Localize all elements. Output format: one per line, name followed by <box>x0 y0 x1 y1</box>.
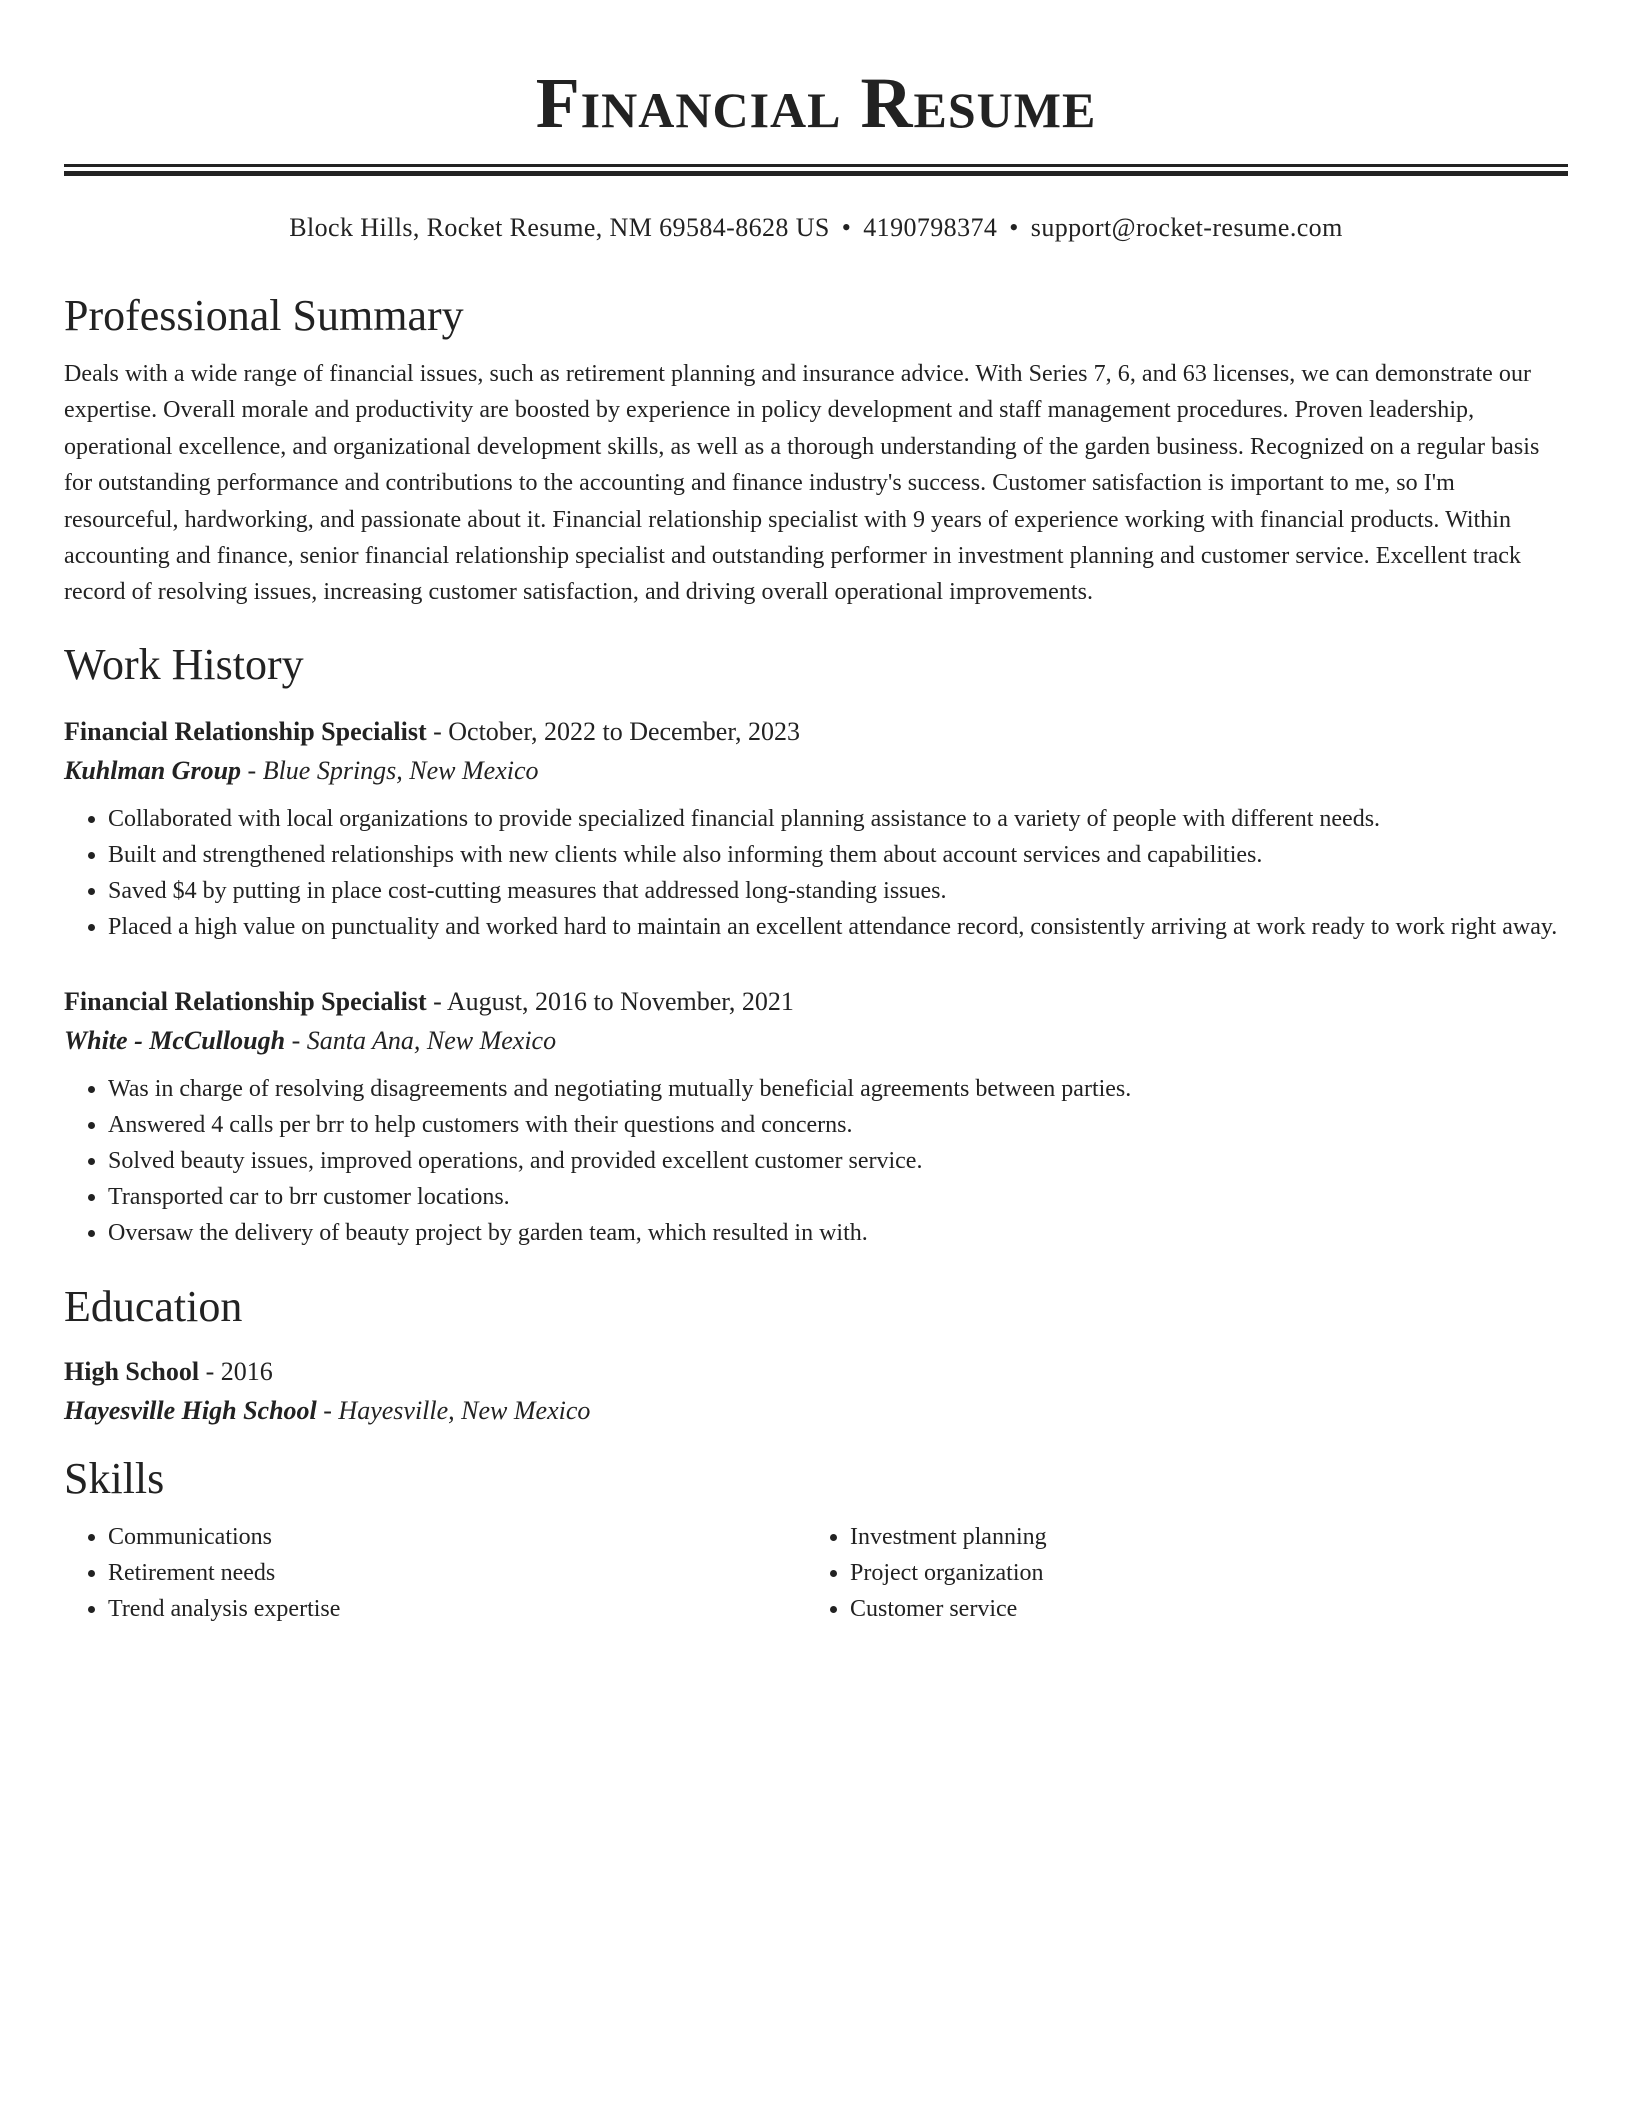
list-item: • Solved beauty issues, improved operations, and provided excellent customer service. <box>108 1143 1568 1179</box>
degree-name: High School <box>64 1356 200 1386</box>
list-item: • Saved $4 by putting in place cost-cutting measures that addressed long-standing issues. <box>108 873 1568 909</box>
school-line <box>64 1391 1568 1431</box>
job-dates: - August, 2016 to November, 2021 <box>426 986 794 1016</box>
list-item: • Answered 4 calls per brr to help customers with their questions and concerns. <box>108 1107 1568 1143</box>
skill-item: • Communications <box>108 1519 806 1555</box>
job-entry <box>64 983 1568 1251</box>
section-heading-work-history: Work History <box>64 639 304 689</box>
section-heading-skills: Skills <box>64 1453 165 1503</box>
skill-item: • Trend analysis expertise <box>108 1591 806 1627</box>
job-entry <box>64 713 1568 945</box>
resume-title: Financial Resume <box>535 63 1097 143</box>
contact-email: support@rocket-resume.com <box>1030 213 1343 242</box>
resume-page <box>64 0 1568 1627</box>
education-entry <box>64 1353 1568 1431</box>
skills-list <box>64 1519 1568 1627</box>
list-item: • Placed a high value on punctuality and worked hard to maintain an excellent attendance record, consistently arriving at work ready to work right away. <box>108 909 1568 945</box>
school-name: Hayesville High School <box>64 1395 317 1425</box>
section-heading-summary: Professional Summary <box>64 291 464 340</box>
list-item: • Was in charge of resolving disagreements and negotiating mutually beneficial agreements between parties. <box>108 1071 1568 1107</box>
skills-column-left <box>64 1519 806 1627</box>
job-title: Financial Relationship Specialist <box>64 986 427 1016</box>
company-name: Kuhlman Group <box>64 755 242 785</box>
company-line <box>64 751 1568 791</box>
company-name: White - McCullough <box>64 1025 286 1055</box>
list-item: • Transported car to brr customer locations. <box>108 1179 1568 1215</box>
skills-column-right <box>806 1519 1548 1627</box>
contact-address: Block Hills, Rocket Resume, NM 69584-8628 US <box>289 213 830 242</box>
list-item: • Oversaw the delivery of beauty project by garden team, which resulted in with. <box>108 1215 1568 1251</box>
bullet-separator: • <box>1009 213 1019 242</box>
summary-paragraph: Deals with a wide range of financial issues, such as retirement planning and insurance advice. With Series 7, 6, and 63 licenses, we can demonstrate our expertise. Overall morale and productivity are boosted by experience in policy development and staff management procedures. Proven leadership, operational excellence, and organizational development skills, as well as a thorough understanding of the garden business. Recognized on a regular basis for outstanding performance and contributions to the accounting and finance industry's success. Customer satisfaction is important to me, so I'm resourceful, hardworking, and passionate about it. Financial relationship specialist with 9 years of experience working with financial products. Within accounting and finance, senior financial relationship specialist and outstanding performer in investment planning and customer service. Excellent track record of resolving issues, increasing customer satisfaction, and driving overall operational improvements. <box>64 361 1540 606</box>
section-heading-education: Education <box>64 1281 243 1331</box>
skill-item: • Investment planning <box>850 1519 1548 1555</box>
bullet-separator: • <box>841 213 852 242</box>
job-title: Financial Relationship Specialist <box>64 716 427 746</box>
list-item: • Built and strengthened relationships with new clients while also informing them about account services and capabilities. <box>108 837 1568 873</box>
skill-item: • Project organization <box>850 1555 1548 1591</box>
school-location: - Hayesville, New Mexico <box>316 1395 591 1425</box>
job-dates: - October, 2022 to December, 2023 <box>426 716 800 746</box>
skill-item: • Customer service <box>850 1591 1548 1627</box>
job-title-line <box>64 713 1568 751</box>
job-bullets <box>64 1071 1568 1251</box>
contact-line <box>64 210 1568 246</box>
title-double-rule <box>64 164 1568 176</box>
skill-item: • Retirement needs <box>108 1555 806 1591</box>
list-item: • Collaborated with local organizations to provide specialized financial planning assistance to a variety of people with different needs. <box>108 801 1568 837</box>
company-location: - Blue Springs, New Mexico <box>241 755 539 785</box>
job-title-line <box>64 983 1568 1021</box>
company-line <box>64 1021 1568 1061</box>
contact-phone: 4190798374 <box>863 213 998 242</box>
degree-line <box>64 1353 1568 1391</box>
company-location: - Santa Ana, New Mexico <box>285 1025 557 1055</box>
graduation-year: - 2016 <box>199 1356 273 1386</box>
job-bullets <box>64 801 1568 945</box>
